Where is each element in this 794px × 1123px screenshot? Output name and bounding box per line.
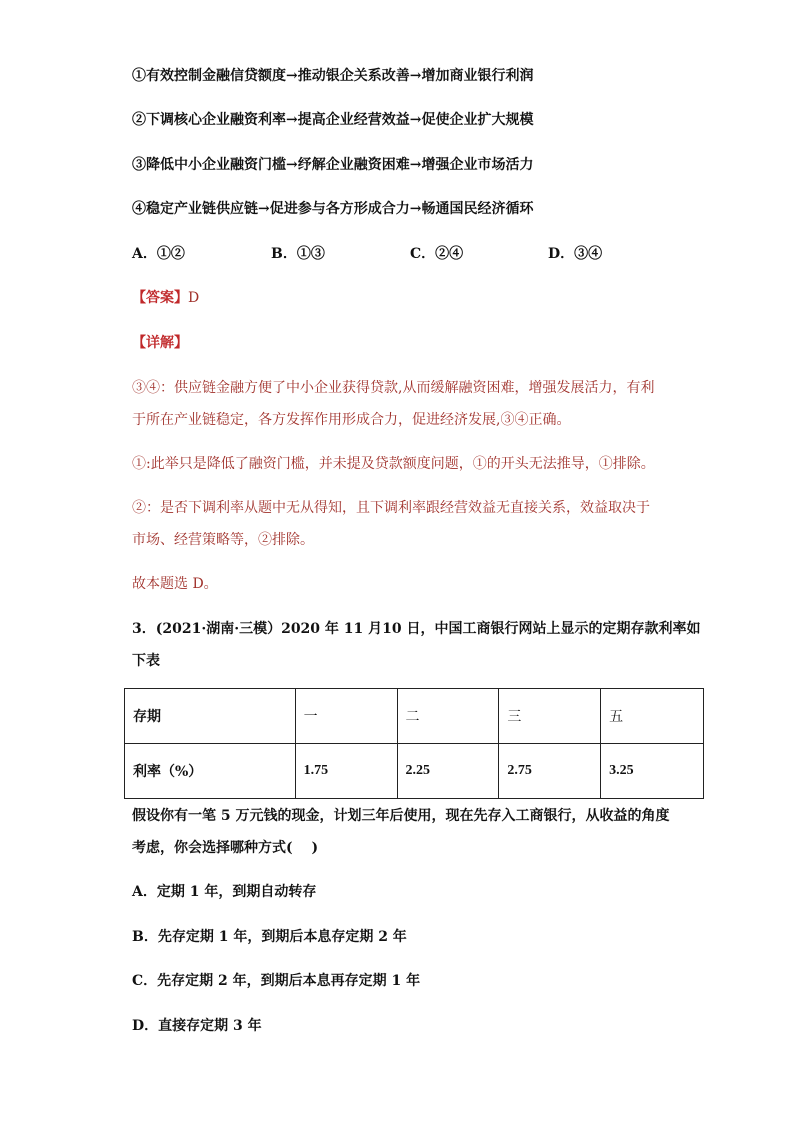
table-header-cell: 三 <box>499 689 601 744</box>
choice-b: B．①③ <box>271 246 325 262</box>
explanation-line-4: ②：是否下调利率从题中无从得知，且下调利率跟经营效益无直接关系，效益取决于 <box>132 500 650 516</box>
choice-a: A．①② <box>132 246 185 262</box>
q3-choice-a: A．定期 1 年，到期自动转存 <box>132 884 317 900</box>
question-body-line-2: 考虑，你会选择哪种方式( ) <box>132 840 319 856</box>
option-1: ①有效控制金融信贷额度→推动银企关系改善→增加商业银行利润 <box>132 68 534 84</box>
interest-rate-table <box>124 688 704 799</box>
table-row <box>125 689 704 744</box>
table-cell: 3.25 <box>601 744 704 799</box>
detail-tag: 【详解】 <box>132 335 188 351</box>
question-stem-line-1: 3．(2021·湖南·三模）2020 年 11 月10 日，中国工商银行网站上显示的定期存款利率如 <box>132 621 701 637</box>
question-stem-line-2: 下表 <box>132 653 160 669</box>
option-4: ④稳定产业链供应链→促进参与各方形成合力→畅通国民经济循环 <box>132 201 534 217</box>
q3-choice-b: B．先存定期 1 年，到期后本息存定期 2 年 <box>132 929 407 945</box>
table-cell: 2.75 <box>499 744 601 799</box>
answer-tag: 【答案】 <box>132 290 188 306</box>
table-header-cell: 存期 <box>125 689 296 744</box>
explanation-line-5: 市场、经营策略等，②排除。 <box>132 532 314 548</box>
explanation-line-2: 于所在产业链稳定，各方发挥作用形成合力，促进经济发展,③④正确。 <box>132 412 571 428</box>
table-row <box>125 744 704 799</box>
option-2: ②下调核心企业融资利率→提高企业经营效益→促使企业扩大规模 <box>132 112 534 128</box>
choice-d: D．③④ <box>548 246 603 262</box>
answer-value: D <box>188 290 200 306</box>
explanation-line-3: ①:此举只是降低了融资门槛，并未提及贷款额度问题，①的开头无法推导，①排除。 <box>132 456 655 472</box>
q3-choice-c: C．先存定期 2 年，到期后本息再存定期 1 年 <box>132 973 421 989</box>
choice-c: C．②④ <box>410 246 464 262</box>
table-cell: 利率（%） <box>125 744 296 799</box>
q3-choice-d: D．直接存定期 3 年 <box>132 1018 262 1034</box>
explanation-line-1: ③④：供应链金融方便了中小企业获得贷款,从而缓解融资困难，增强发展活力，有利 <box>132 380 655 396</box>
table-header-cell: 二 <box>397 689 499 744</box>
table-cell: 1.75 <box>295 744 397 799</box>
conclusion: 故本题选 D。 <box>132 576 218 592</box>
table-header-cell: 一 <box>295 689 397 744</box>
question-body-line-1: 假设你有一笔 5 万元钱的现金，计划三年后使用，现在先存入工商银行，从收益的角度 <box>132 808 670 824</box>
option-3: ③降低中小企业融资门槛→纾解企业融资困难→增强企业市场活力 <box>132 157 534 173</box>
table-cell: 2.25 <box>397 744 499 799</box>
table-header-cell: 五 <box>601 689 704 744</box>
answer-line <box>132 288 199 308</box>
